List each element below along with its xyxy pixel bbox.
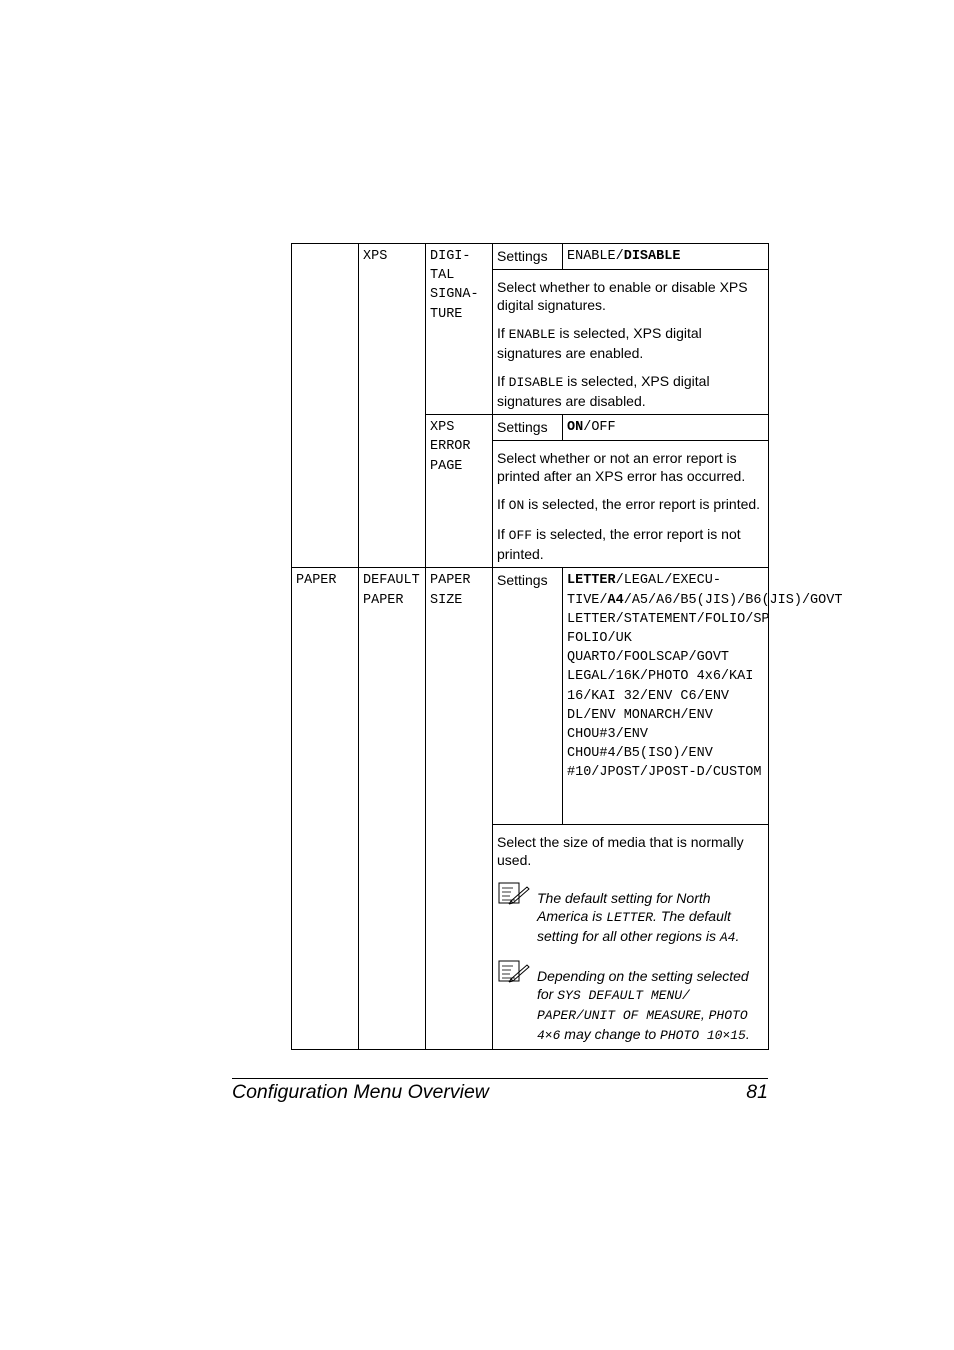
level-2-default-paper: DEFAULT PAPER: [359, 568, 426, 1050]
default-option: DISABLE: [623, 249, 681, 264]
description: [493, 441, 769, 568]
description: [493, 270, 769, 415]
description: [493, 825, 769, 1050]
settings-label: Settings: [493, 244, 563, 270]
description-text: Select whether or not an error report is printed after an XPS error has occurred.: [497, 450, 746, 485]
level-3-paper-size: PAPER SIZE: [426, 568, 493, 1050]
description-text: Select whether to enable or disable XPS digital signatures.: [497, 279, 748, 314]
footer-title: Configuration Menu Overview: [232, 1081, 489, 1103]
note-text: Depending on the setting selected for SYS DEFAULT MENU/ PAPER/UNIT OF MEASURE, PHOTO 4×6 may change to PHOTO 10×15.: [537, 968, 750, 1044]
option: OFF: [591, 420, 616, 436]
note-pencil-icon: [497, 881, 537, 947]
note-text: The default setting for North America is LETTER. The default setting for all other regions is A4.: [537, 890, 740, 946]
settings-values: ON/OFF: [563, 415, 769, 441]
settings-values: ENABLE/DISABLE: [563, 244, 769, 270]
settings-values: LETTER/LEGAL/EXECU-TIVE/A4/A5/A6/B5(JIS)/B6(JIS)/GOVT LETTER/STATEMENT/FOLIO/SP FOLIO/UK QUARTO/FOOLSCAP/GOVT LEGAL/16K/PHOTO 4x6/KAI 16/KAI 32/ENV C6/ENV DL/ENV MONARCH/ENV CHOU#3/ENV CHOU#4/B5(ISO)/ENV #10/JPOST/JPOST-D/CUSTOM: [563, 568, 769, 825]
description-text: Select the size of media that is normally used.: [497, 834, 744, 869]
settings-label: Settings: [493, 568, 563, 825]
note-pencil-icon: [497, 959, 537, 1045]
level-3-xps-error-page: XPS ERROR PAGE: [426, 415, 493, 568]
footer-rule: [232, 1078, 768, 1079]
page-number: 81: [746, 1081, 768, 1103]
level-2-xps: XPS: [359, 244, 426, 568]
note: [497, 881, 764, 947]
description-text: If ON is selected, the error report is printed.: [497, 496, 761, 514]
note: [497, 959, 764, 1045]
description-text: If ENABLE is selected, XPS digital signatures are enabled.: [497, 325, 702, 362]
level-3-digital-signature: DIGI- TAL SIGNA- TURE: [426, 244, 493, 415]
level-1-cell-empty: [292, 244, 359, 568]
level-1-paper: PAPER: [292, 568, 359, 1050]
description-text: If DISABLE is selected, XPS digital signatures are disabled.: [497, 373, 710, 410]
default-option: LETTER: [567, 573, 616, 589]
description-text: If OFF is selected, the error report is not printed.: [497, 526, 741, 563]
default-option: ON: [567, 420, 584, 436]
default-option: A4: [607, 592, 624, 608]
option: ENABLE: [567, 249, 616, 264]
menu-table: [291, 243, 843, 1050]
settings-label: Settings: [493, 415, 563, 441]
